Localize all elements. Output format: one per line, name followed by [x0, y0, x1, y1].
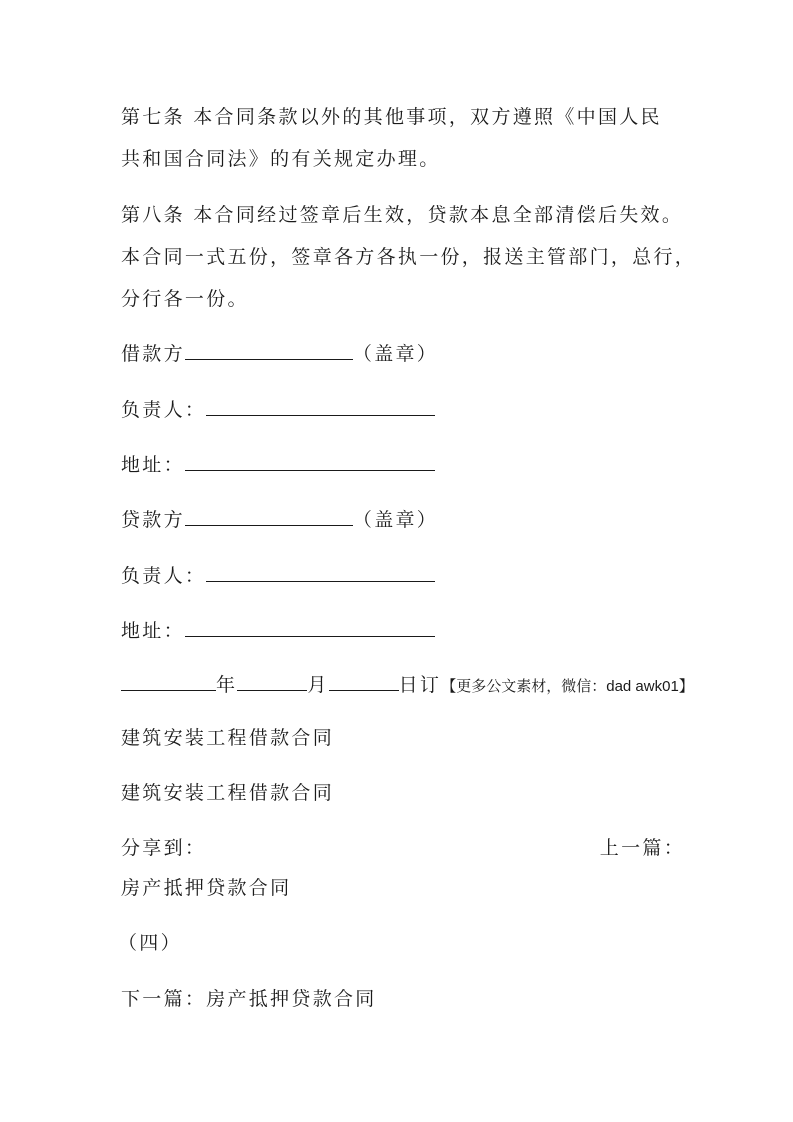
borrower-label: 借款方	[121, 343, 185, 365]
lender-address-line	[121, 618, 435, 643]
borrower-person-label: 负责人：	[121, 399, 207, 421]
year-blank[interactable]	[121, 672, 216, 691]
lender-person-label: 负责人：	[121, 565, 207, 587]
day-blank[interactable]	[329, 672, 399, 691]
lender-seal: （盖章）	[352, 509, 439, 531]
part-number: （四）	[118, 932, 182, 954]
date-line	[121, 672, 694, 699]
prev-article-link[interactable]: 房产抵押贷款合同	[121, 877, 292, 899]
share-label[interactable]: 分享到：	[121, 837, 207, 859]
borrower-seal: （盖章）	[352, 343, 439, 365]
lender-address-blank[interactable]	[185, 618, 435, 637]
title-2: 建筑安装工程借款合同	[121, 782, 335, 804]
borrower-person-blank[interactable]	[206, 397, 435, 416]
borrower-address-blank[interactable]	[185, 452, 435, 471]
article-8-line-2: 本合同一式五份，签章各方各执一份，报送主管部门，总行，	[121, 246, 697, 268]
next-article-link[interactable]: 下一篇：房产抵押贷款合同	[121, 988, 377, 1010]
borrower-signature-blank[interactable]	[185, 341, 353, 360]
borrower-address-label: 地址：	[121, 454, 185, 476]
borrower-line	[121, 341, 438, 366]
day-label: 日订	[398, 674, 442, 696]
lender-person-line	[121, 563, 435, 588]
article-8-line-1: 第八条 本合同经过签章后生效，贷款本息全部清偿后失效。	[121, 204, 684, 226]
lender-address-label: 地址：	[121, 620, 185, 642]
article-7-line-2: 共和国合同法》的有关规定办理。	[121, 148, 441, 170]
article-7-line-1: 第七条 本合同条款以外的其他事项，双方遵照《中国人民	[121, 106, 662, 128]
lender-label: 贷款方	[121, 509, 185, 531]
lender-signature-blank[interactable]	[185, 507, 353, 526]
lender-person-blank[interactable]	[206, 563, 435, 582]
prev-article-label[interactable]: 上一篇：	[599, 837, 685, 859]
borrower-person-line	[121, 397, 435, 422]
lender-line	[121, 507, 438, 532]
title-1: 建筑安装工程借款合同	[121, 727, 335, 749]
year-label: 年	[216, 674, 238, 696]
article-8-line-3: 分行各一份。	[121, 288, 249, 310]
borrower-address-line	[121, 452, 435, 477]
month-blank[interactable]	[237, 672, 307, 691]
month-label: 月	[307, 674, 329, 696]
promo-note: 【更多公文素材，微信：dad awk01】	[441, 678, 694, 695]
